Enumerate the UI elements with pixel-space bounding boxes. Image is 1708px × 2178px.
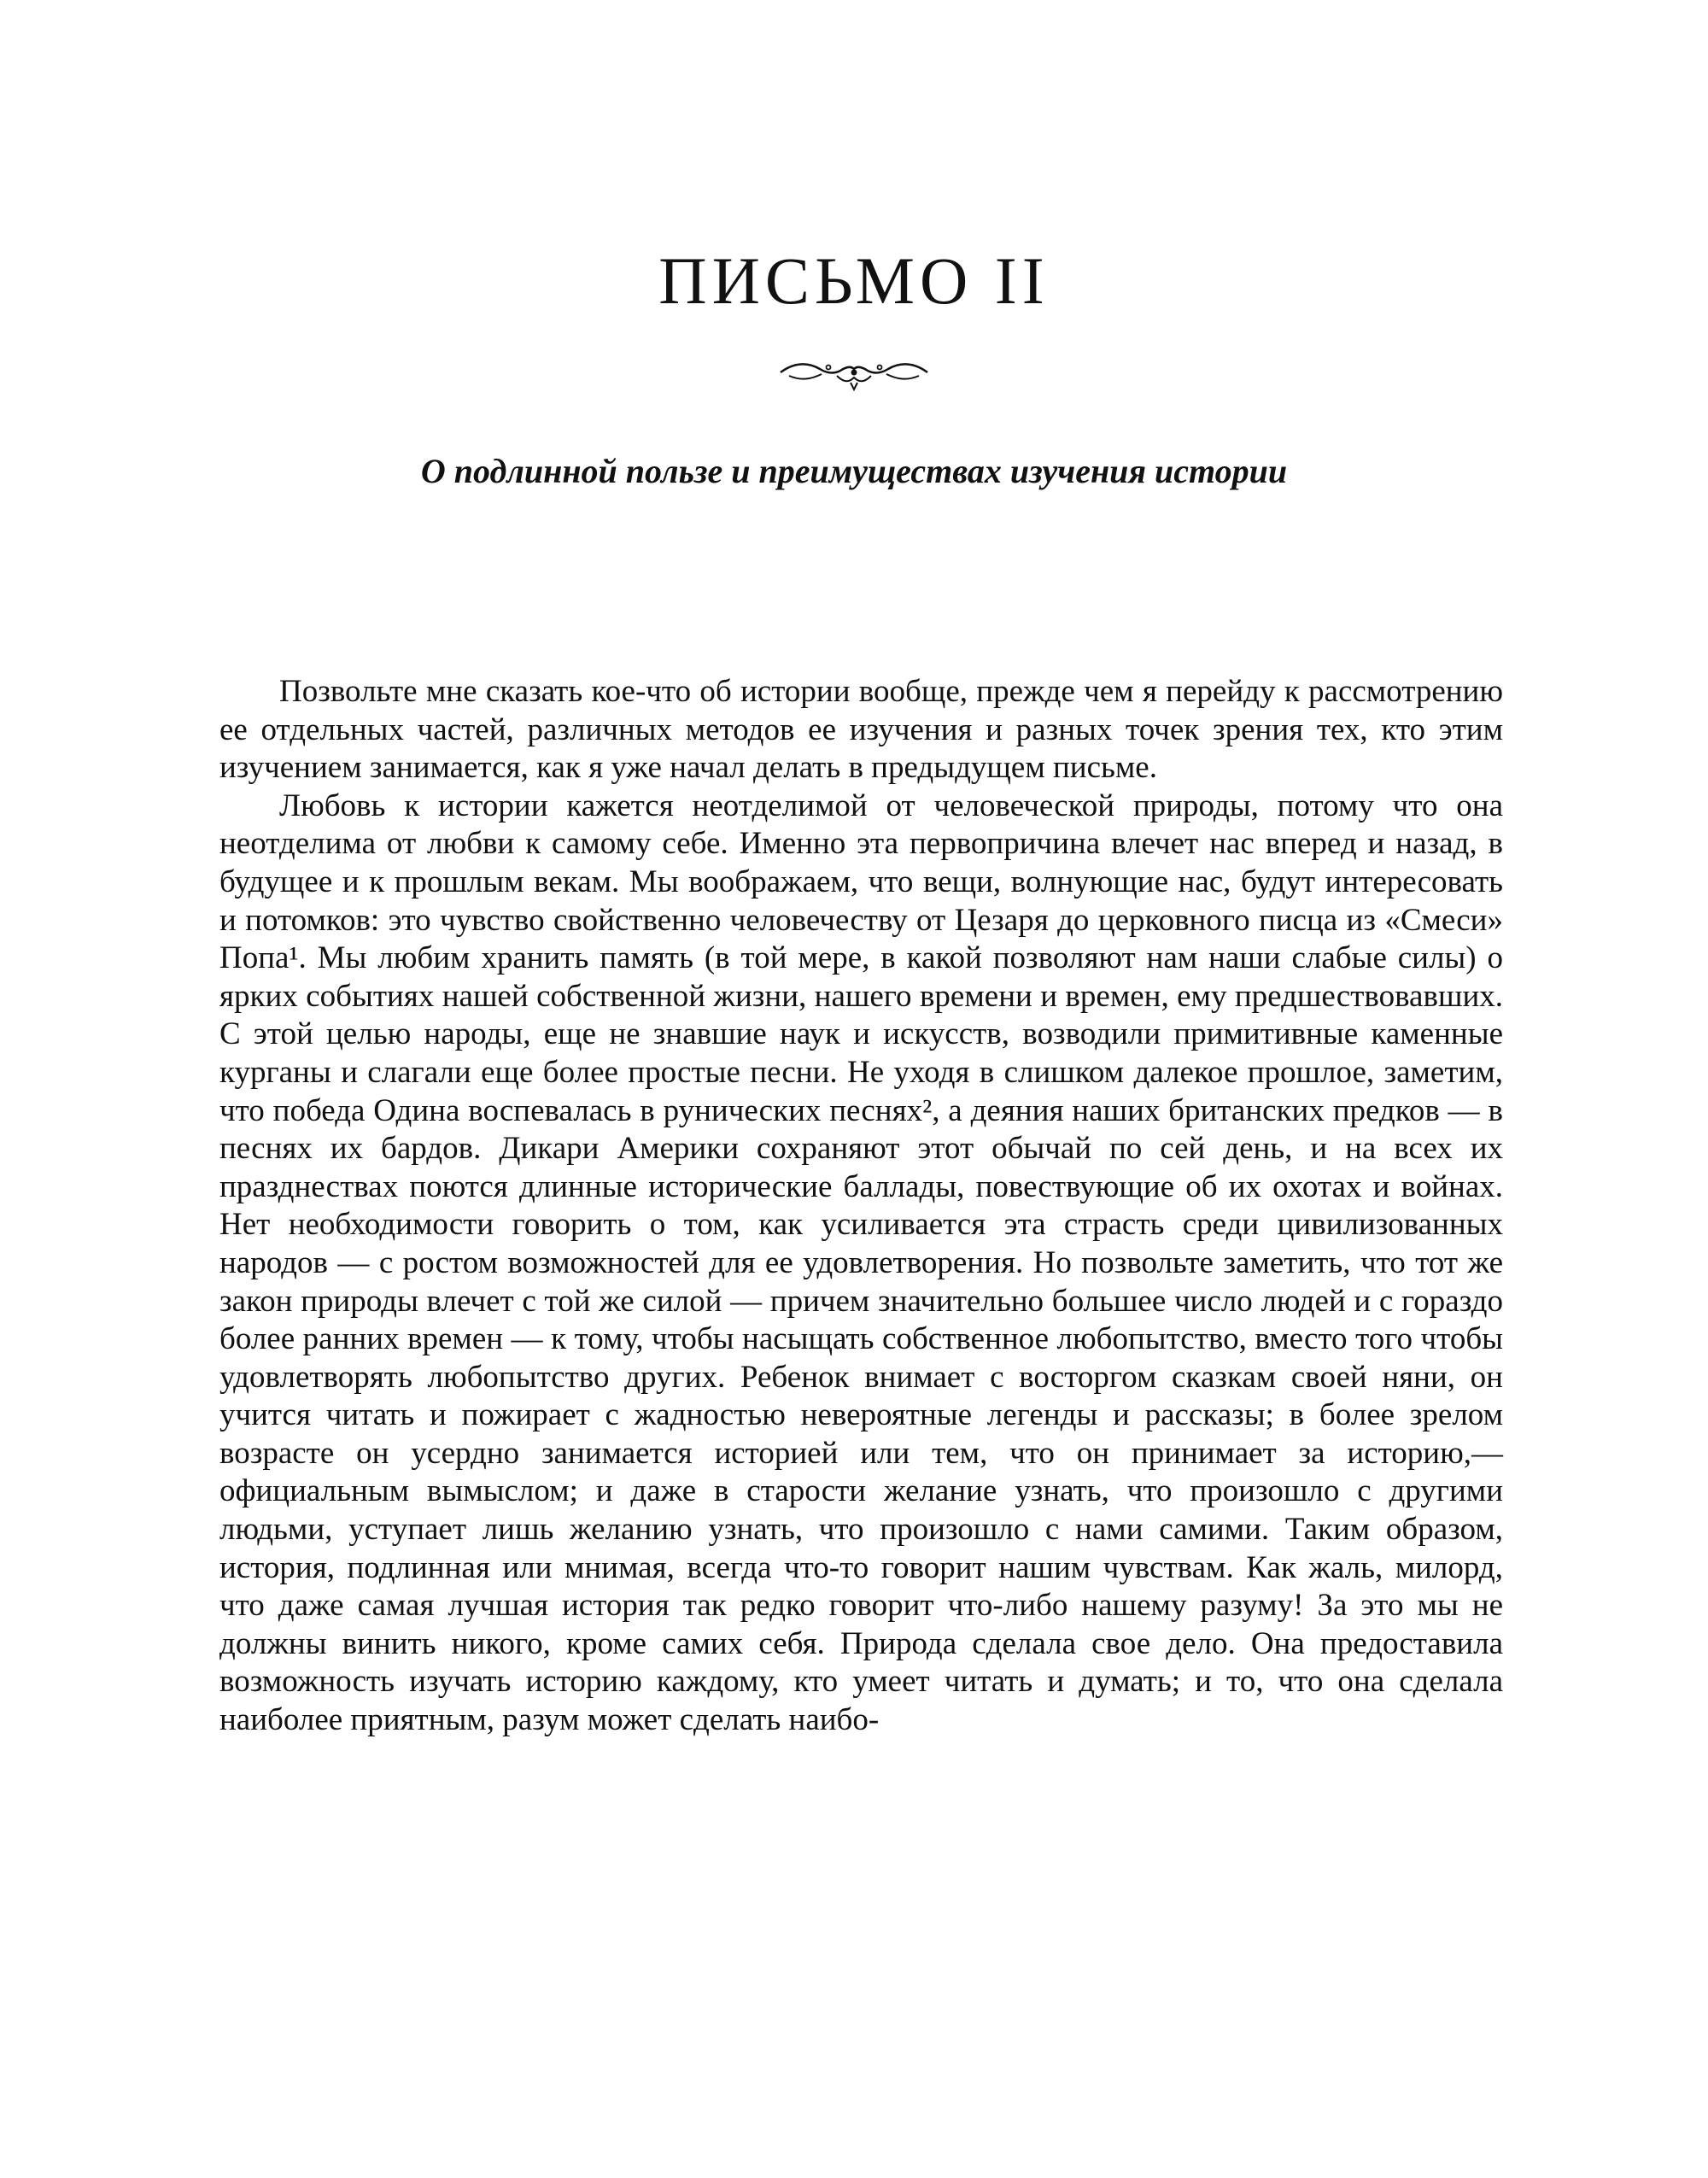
letter-subtitle: О подлинной пользе и преимуществах изучения истории (420, 452, 1288, 490)
flourish-ornament-icon (777, 350, 931, 393)
letter-title: ПИСЬМО II (658, 243, 1050, 318)
letter-body (219, 673, 1503, 1740)
paragraph-1: Позвольте мне сказать кое-что об истории вообще, прежде чем я перейду к рассмотрению ее отдельных частей, различных методов ее изучения и разных точек зрения тех, кто этим изучением занимается, как я уже начал делать в предыдущем письме. (219, 674, 1503, 786)
paragraph-2: Любовь к истории кажется неотделимой от человеческой природы, потому что она неотделима от любви к самому себе. Именно эта первопричина влечет нас вперед и назад, в будущее и к прошлым векам. Мы воображаем, что вещи, волнующие нас, будут интересовать и потомков: это чувство свойственно человечеству от Цезаря до церковного писца из «Смеси» Попа¹. Мы любим хранить память (в той мере, в какой позволяют нам наши слабые силы) о ярких событиях нашей собственной жизни, нашего времени и времен, ему предшествовавших. С этой целью народы, еще не знавшие наук и искусств, возводили примитивные каменные курганы и слагали еще более простые песни. Не уходя в слишком далекое прошлое, заметим, что победа Одина воспевалась в рунических песнях², а деяния наших британских предков — в песнях их бардов. Дикари Америки сохраняют этот обычай по сей день, и на всех их празднествах поются длинные исторические баллады, повествующие об их охотах и войнах. Нет необходимости говорить о том, как усиливается эта страсть среди цивилизованных народов — с ростом возможностей для ее удовлетворения. Но позвольте заметить, что тот же закон природы влечет с той же силой — причем значительно большее число людей и с гораздо более ранних времен — к тому, чтобы насыщать собственное любопытство, вместо того чтобы удовлетворять любопытство других. Ребенок внимает с восторгом сказкам своей няни, он учится читать и пожирает с жадностью невероятные легенды и рассказы; в более зрелом возрасте он усердно занимается историей или тем, что он принимает за историю,— официальным вымыслом; и даже в старости желание узнать, что произошло с другими людьми, уступает лишь желанию узнать, что произошло с нами самими. Таким образом, история, подлинная или мнимая, всегда что-то говорит нашим чувствам. Как жаль, милорд, что даже самая лучшая история так редко говорит что-либо нашему разуму! За это мы не должны винить никого, кроме самих себя. Природа сделала свое дело. Она предоставила возможность изучать историю каждому, кто умеет читать и думать; и то, что она сделала наиболее приятным, разум может сделать наибо- (219, 787, 1503, 1738)
